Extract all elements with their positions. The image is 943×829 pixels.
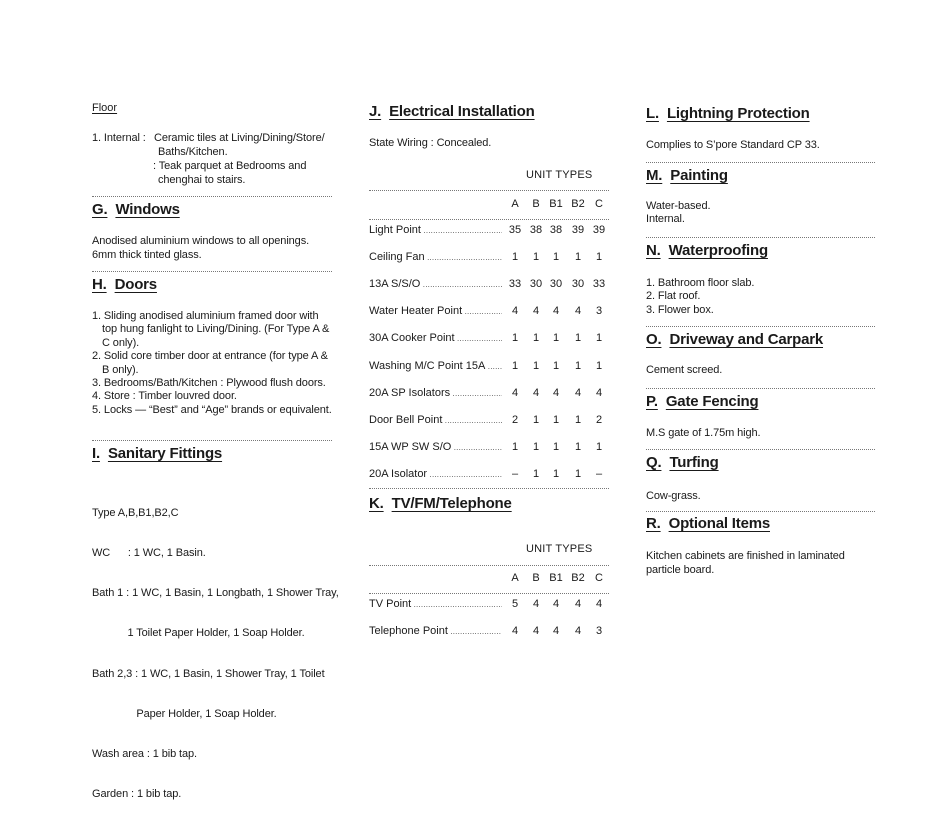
cell-b2: 4 xyxy=(574,625,582,637)
cell-b2: 1 xyxy=(574,251,582,264)
cell-b2: 39 xyxy=(571,224,585,236)
cell-b: 30 xyxy=(529,278,543,291)
row-label: TV Point ..... xyxy=(369,598,502,610)
section-title: Lightning Protection xyxy=(666,105,810,122)
cell-a: 1 xyxy=(511,332,519,345)
section-heading-windows xyxy=(92,201,180,218)
row-label: Washing M/C Point 15A ..... xyxy=(369,360,502,372)
row-label: 15A WP SW S/O ..... xyxy=(369,441,502,453)
turfing-line: Cow-grass. xyxy=(646,490,701,502)
divider xyxy=(646,511,875,512)
section-title: Waterproofing xyxy=(668,242,768,259)
electrical-table-row xyxy=(369,278,611,292)
cell-b1: 1 xyxy=(552,251,560,264)
cell-b1: 4 xyxy=(552,625,560,637)
cell-c: 1 xyxy=(595,440,603,453)
waterproofing-line: 1. Bathroom floor slab. xyxy=(646,277,755,289)
section-heading-turfing xyxy=(646,454,719,471)
divider xyxy=(646,326,875,327)
cell-b1: 1 xyxy=(552,359,560,372)
section-heading-optional xyxy=(646,515,770,532)
windows-line: 6mm thick tinted glass. xyxy=(92,249,202,261)
divider xyxy=(369,488,609,489)
column-header: B2 xyxy=(571,572,585,584)
column-header: B xyxy=(532,572,540,584)
divider xyxy=(369,190,609,191)
section-heading-gate xyxy=(646,393,758,410)
tv-table-row xyxy=(369,625,611,639)
row-label: Ceiling Fan ..... xyxy=(369,251,502,263)
cell-b1: 30 xyxy=(549,278,563,291)
cell-b: 1 xyxy=(532,413,540,426)
section-letter: P. xyxy=(646,393,658,410)
electrical-table-row xyxy=(369,360,611,374)
cell-a: 2 xyxy=(511,413,519,426)
column-header: A xyxy=(511,572,519,584)
section-heading-driveway xyxy=(646,331,823,348)
electrical-table-row xyxy=(369,468,611,482)
cell-b2: 1 xyxy=(574,467,582,480)
sanitary-line: 1 Toilet Paper Holder, 1 Soap Holder. xyxy=(92,627,305,640)
waterproofing-line: 2. Flat roof. xyxy=(646,290,701,302)
section-heading-electrical xyxy=(369,103,535,120)
electrical-table-header xyxy=(369,198,611,212)
section-letter: Q. xyxy=(646,454,662,471)
cell-b1: 4 xyxy=(552,305,560,318)
row-label: Telephone Point ..... xyxy=(369,625,502,637)
section-title: Gate Fencing xyxy=(665,393,759,410)
row-label: Water Heater Point ..... xyxy=(369,305,502,317)
section-letter: O. xyxy=(646,331,662,348)
cell-a: – xyxy=(511,467,519,480)
cell-b: 4 xyxy=(532,386,540,399)
divider xyxy=(92,440,332,441)
driveway-line: Cement screed. xyxy=(646,364,723,376)
section-title: Sanitary Fittings xyxy=(107,445,223,462)
wiring-text: State Wiring : Concealed. xyxy=(369,137,492,149)
cell-b: 1 xyxy=(532,467,540,480)
cell-a: 5 xyxy=(511,598,519,610)
cell-b1: 1 xyxy=(552,440,560,453)
doors-item: 3. Bedrooms/Bath/Kitchen : Plywood flush doors. xyxy=(92,377,326,390)
floor-line: Baths/Kitchen. xyxy=(158,146,228,158)
divider xyxy=(646,388,875,389)
divider xyxy=(369,219,609,220)
cell-b1: 1 xyxy=(552,332,560,345)
cell-a: 4 xyxy=(511,305,519,318)
cell-b2: 1 xyxy=(574,332,582,345)
column-header: C xyxy=(595,198,603,210)
electrical-table-row xyxy=(369,414,611,428)
column-header: C xyxy=(595,572,603,584)
cell-c: 2 xyxy=(595,413,603,426)
divider xyxy=(369,593,609,594)
row-label: Door Bell Point ..... xyxy=(369,414,502,426)
cell-c: 1 xyxy=(595,332,603,345)
section-title: Turfing xyxy=(669,454,719,471)
cell-a: 4 xyxy=(511,625,519,637)
cell-a: 4 xyxy=(511,386,519,399)
cell-c: 3 xyxy=(595,625,603,637)
cell-b: 4 xyxy=(532,598,540,610)
cell-c: 39 xyxy=(592,224,606,236)
row-label: Light Point ..... xyxy=(369,224,502,236)
cell-a: 1 xyxy=(511,251,519,264)
row-label: 20A SP Isolators ..... xyxy=(369,387,502,399)
tv-table-header xyxy=(369,572,611,586)
section-letter: L. xyxy=(646,105,659,122)
cell-c: 1 xyxy=(595,359,603,372)
cell-b2: 1 xyxy=(574,440,582,453)
section-letter: N. xyxy=(646,242,661,259)
windows-line: Anodised aluminium windows to all openings. xyxy=(92,235,310,247)
cell-b1: 4 xyxy=(552,598,560,610)
floor-internal-prefix: 1. Internal : xyxy=(92,132,146,144)
unit-types-label: UNIT TYPES xyxy=(526,169,593,181)
cell-b2: 4 xyxy=(574,386,582,399)
cell-b1: 38 xyxy=(549,224,563,236)
section-heading-lightning xyxy=(646,105,810,122)
cell-b: 1 xyxy=(532,440,540,453)
unit-types-label: UNIT TYPES xyxy=(526,543,593,555)
section-letter: I. xyxy=(92,445,100,462)
cell-a: 1 xyxy=(511,440,519,453)
sanitary-line: Paper Holder, 1 Soap Holder. xyxy=(92,707,277,720)
gate-line: M.S gate of 1.75m high. xyxy=(646,427,761,439)
cell-b: 4 xyxy=(532,305,540,318)
cell-b: 1 xyxy=(532,359,540,372)
section-title: Optional Items xyxy=(668,515,770,532)
sanitary-line: Wash area : 1 bib tap. xyxy=(92,748,198,761)
doors-item: 2. Solid core timber door at entrance (for type A & B only). xyxy=(92,350,328,376)
section-heading-waterproofing xyxy=(646,242,768,259)
cell-b1: 1 xyxy=(552,413,560,426)
sanitary-line: WC : 1 WC, 1 Basin. xyxy=(92,547,206,560)
cell-b: 4 xyxy=(532,625,540,637)
section-heading-doors xyxy=(92,276,157,293)
cell-c: – xyxy=(595,467,603,480)
sanitary-line: Garden : 1 bib tap. xyxy=(92,788,182,801)
divider xyxy=(646,162,875,163)
section-title: Doors xyxy=(114,276,157,293)
cell-a: 1 xyxy=(511,359,519,372)
section-title: Windows xyxy=(115,201,180,218)
electrical-table-row xyxy=(369,332,611,346)
electrical-table-row xyxy=(369,251,611,265)
sanitary-line: Type A,B,B1,B2,C xyxy=(92,506,179,519)
cell-b: 1 xyxy=(532,332,540,345)
section-letter: M. xyxy=(646,167,663,184)
cell-b1: 1 xyxy=(552,467,560,480)
cell-b: 38 xyxy=(529,224,543,236)
section-title: Driveway and Carpark xyxy=(669,331,824,348)
section-title: Painting xyxy=(670,167,728,184)
row-label: 30A Cooker Point ..... xyxy=(369,332,502,344)
section-letter: R. xyxy=(646,515,661,532)
tv-table-row xyxy=(369,598,611,612)
painting-line: Internal. xyxy=(646,213,685,225)
column-header: A xyxy=(511,198,519,210)
divider xyxy=(646,237,875,238)
section-letter: H. xyxy=(92,276,107,293)
section-letter: G. xyxy=(92,201,108,218)
floor-line: : Teak parquet at Bedrooms and xyxy=(153,160,307,172)
column-header: B2 xyxy=(571,198,585,210)
sanitary-line: Bath 1 : 1 WC, 1 Basin, 1 Longbath, 1 Shower Tray, xyxy=(92,587,339,600)
electrical-table-row xyxy=(369,387,611,401)
section-heading-sanitary xyxy=(92,445,222,462)
electrical-table-row xyxy=(369,441,611,455)
divider xyxy=(92,271,332,272)
cell-c: 1 xyxy=(595,251,603,264)
floor-line: chenghai to stairs. xyxy=(158,174,246,186)
column-header: B xyxy=(532,198,540,210)
section-letter: K. xyxy=(369,495,384,512)
painting-line: Water-based. xyxy=(646,200,711,212)
column-header: B1 xyxy=(549,198,563,210)
doors-item: 1. Sliding anodised aluminium framed door with top hung fanlight to Living/Dining. (For Type A & C only). xyxy=(92,310,330,349)
cell-b1: 4 xyxy=(552,386,560,399)
cell-a: 33 xyxy=(508,278,522,291)
cell-c: 4 xyxy=(595,386,603,399)
doors-list xyxy=(92,310,332,417)
row-label: 13A S/S/O ..... xyxy=(369,278,502,290)
sanitary-list xyxy=(92,480,339,829)
waterproofing-line: 3. Flower box. xyxy=(646,304,714,316)
cell-b2: 1 xyxy=(574,413,582,426)
row-label: 20A Isolator ..... xyxy=(369,468,502,480)
cell-c: 33 xyxy=(592,278,606,291)
column-header: B1 xyxy=(549,572,563,584)
cell-b2: 30 xyxy=(571,278,585,291)
section-heading-painting xyxy=(646,167,728,184)
section-title: TV/FM/Telephone xyxy=(391,495,512,512)
section-letter: J. xyxy=(369,103,382,120)
electrical-table-row xyxy=(369,305,611,319)
doors-item: 4. Store : Timber louvred door. xyxy=(92,390,237,403)
cell-b2: 1 xyxy=(574,359,582,372)
cell-c: 3 xyxy=(595,305,603,318)
cell-b2: 4 xyxy=(574,305,582,318)
section-heading-tv xyxy=(369,495,512,512)
cell-b: 1 xyxy=(532,251,540,264)
sanitary-line: Bath 2,3 : 1 WC, 1 Basin, 1 Shower Tray, 1 Toilet xyxy=(92,667,325,680)
divider xyxy=(92,196,332,197)
cell-b2: 4 xyxy=(574,598,582,610)
divider xyxy=(646,449,875,450)
divider xyxy=(369,565,609,566)
optional-line: particle board. xyxy=(646,564,715,576)
lightning-line: Complies to S’pore Standard CP 33. xyxy=(646,139,820,151)
doors-item: 5. Locks — “Best” and “Age” brands or equivalent. xyxy=(92,403,332,416)
section-title: Electrical Installation xyxy=(389,103,535,120)
cell-c: 4 xyxy=(595,598,603,610)
electrical-table-row xyxy=(369,224,611,238)
floor-label: Floor xyxy=(92,102,118,114)
floor-line: Ceramic tiles at Living/Dining/Store/ xyxy=(154,132,325,144)
cell-a: 35 xyxy=(508,224,522,236)
optional-line: Kitchen cabinets are finished in laminated xyxy=(646,550,845,562)
